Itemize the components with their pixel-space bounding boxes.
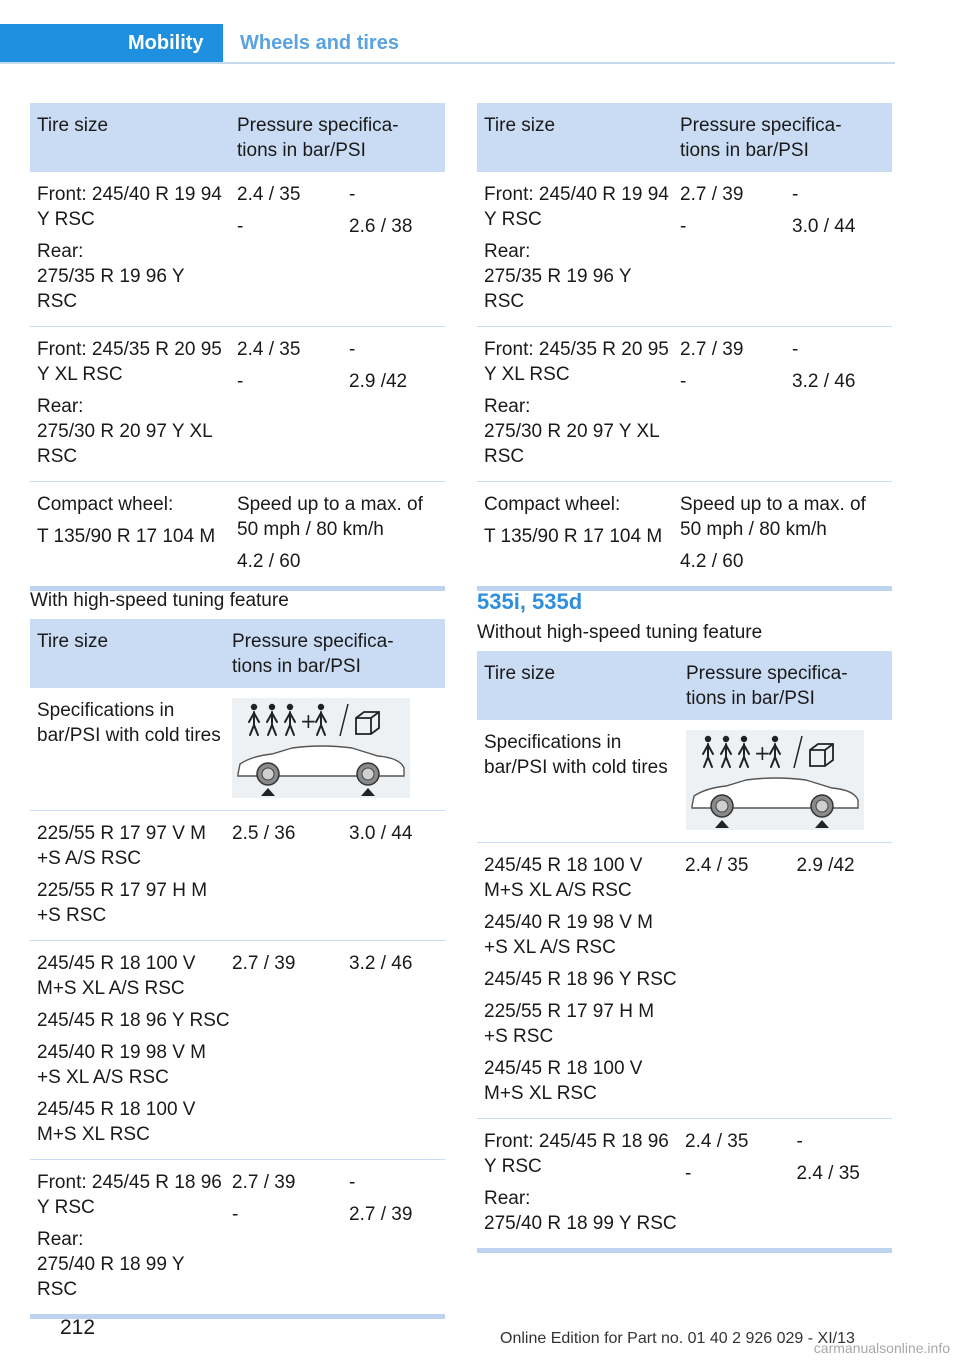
person-icon — [285, 704, 295, 735]
luggage-icon — [810, 744, 833, 766]
pressure-value: 2.4 / 35 — [796, 1163, 860, 1184]
person-icon — [249, 704, 259, 735]
tire-front: Front: 245/40 R 19 94 Y RSC — [484, 184, 669, 230]
pressure-value: 2.7 / 39 — [680, 184, 744, 205]
person-icon — [739, 736, 749, 767]
pressure-value: 2.7 / 39 — [680, 339, 744, 360]
pressure-value: 2.4 / 35 — [237, 184, 301, 205]
pressure-value: - — [349, 339, 356, 360]
pressure-value: 2.4 / 35 — [685, 855, 749, 876]
arrow-up-icon — [361, 788, 375, 796]
pressure-table-left-top — [30, 103, 445, 591]
person-icon — [267, 704, 277, 735]
table-header — [30, 619, 445, 687]
pressure-value: 4.2 / 60 — [237, 551, 301, 572]
table-row — [477, 719, 892, 842]
pressure-value: - — [792, 339, 799, 360]
tire-size: 245/45 R 18 96 Y RSC — [37, 1010, 230, 1031]
tire-size: 245/45 R 18 100 V M+S XL A/S RSC — [37, 953, 196, 999]
watermark: carmanualsonline.info — [813, 1340, 950, 1356]
tire-size: 225/55 R 17 97 H M +S RSC — [484, 1001, 655, 1047]
table-row — [30, 810, 445, 940]
arrow-up-icon — [815, 820, 829, 828]
table-row — [477, 171, 892, 326]
table-row — [30, 481, 445, 586]
pressure-value: 2.6 / 38 — [349, 216, 413, 237]
tire-rear: Rear: 275/35 R 19 96 Y RSC — [484, 241, 632, 312]
wheel-icon — [357, 763, 379, 785]
wheel-icon — [811, 795, 833, 817]
pressure-value: 2.9 /42 — [349, 371, 408, 392]
tire-size: 245/45 R 18 100 V M+S XL RSC — [484, 1058, 643, 1104]
tire-size: 245/40 R 19 98 V M +S XL A/S RSC — [37, 1042, 206, 1088]
table-row — [477, 481, 892, 586]
person-icon — [703, 736, 713, 767]
table-header — [30, 103, 445, 171]
pressure-value: 3.2 / 46 — [792, 371, 856, 392]
table-row — [477, 326, 892, 481]
slash-divider — [340, 704, 348, 736]
table-header — [477, 103, 892, 171]
edition-note: Online Edition for Part no. 01 40 2 926 029 - XI/13 — [500, 1330, 855, 1347]
header-pressure: Pressure specifica- tions in bar/PSI — [237, 115, 399, 161]
table-row — [30, 940, 445, 1159]
table-row — [30, 171, 445, 326]
tire-size: 245/45 R 18 100 V M+S XL A/S RSC — [484, 855, 643, 901]
page-number: 212 — [60, 1316, 96, 1339]
plus-icon: + — [754, 741, 771, 765]
tire-rear: Rear: 275/30 R 20 97 Y XL RSC — [37, 396, 213, 467]
left-bottom-block — [30, 588, 445, 1319]
tire-front: Front: 245/35 R 20 95 Y XL RSC — [484, 339, 669, 385]
pressure-value: - — [349, 184, 356, 205]
tire-front: Front: 245/45 R 18 96 Y RSC — [484, 1131, 669, 1177]
table-row — [30, 1159, 445, 1314]
pressure-value: - — [237, 216, 244, 237]
tire-rear: Rear: 275/40 R 18 99 Y RSC — [484, 1188, 677, 1234]
header-pressure: Pressure specifica- tions in bar/PSI — [686, 663, 848, 709]
header-tire-size: Tire size — [484, 115, 556, 136]
load-diagram — [232, 698, 410, 798]
pressure-value: - — [685, 1163, 692, 1184]
right-column — [477, 103, 892, 591]
pressure-value: 3.0 / 44 — [349, 823, 413, 844]
plus-icon: + — [300, 709, 317, 733]
tire-size: 245/45 R 18 96 Y RSC — [484, 969, 677, 990]
tire-rear: Rear: 275/40 R 18 99 Y RSC — [37, 1229, 185, 1300]
table-row — [30, 687, 445, 810]
table-row — [477, 1118, 892, 1248]
wheel-icon — [257, 763, 279, 785]
page-header — [0, 24, 895, 64]
pressure-value: - — [796, 1131, 803, 1152]
tire-size: 245/45 R 18 100 V M+S XL RSC — [37, 1099, 196, 1145]
pressure-value: 2.4 / 35 — [237, 339, 301, 360]
slash-divider — [794, 736, 802, 768]
table-row — [30, 326, 445, 481]
spec-cold-label: Specifications in bar/PSI with cold tires — [484, 732, 668, 778]
tire-label: Compact wheel: — [37, 494, 174, 515]
tire-size: 225/55 R 17 97 V M +S A/S RSC — [37, 823, 206, 869]
tire-label: Compact wheel: — [484, 494, 621, 515]
pressure-value: 2.7 / 39 — [232, 1172, 296, 1193]
luggage-icon — [356, 712, 379, 734]
pressure-table-right-top — [477, 103, 892, 591]
tire-rear: Rear: 275/30 R 20 97 Y XL RSC — [484, 396, 660, 467]
pressure-value: - — [680, 371, 687, 392]
left-column — [30, 103, 445, 591]
person-icon — [316, 704, 326, 735]
section-label: With high-speed tuning feature — [30, 590, 289, 611]
tire-front: Front: 245/45 R 18 96 Y RSC — [37, 1172, 222, 1218]
tire-size: 225/55 R 17 97 H M +S RSC — [37, 880, 208, 926]
tire-front: Front: 245/40 R 19 94 Y RSC — [37, 184, 222, 230]
pressure-value: - — [232, 1204, 239, 1225]
model-heading: 535i, 535d — [477, 589, 583, 614]
header-tire-size: Tire size — [37, 115, 109, 136]
pressure-value: 2.7 / 39 — [349, 1204, 413, 1225]
table-row — [477, 842, 892, 1118]
speed-note: Speed up to a max. of 50 mph / 80 km/h — [237, 494, 423, 540]
section-tab-mobility[interactable]: Mobility — [0, 24, 223, 62]
spec-cold-label: Specifications in bar/PSI with cold tires — [37, 700, 221, 746]
pressure-value: 3.0 / 44 — [792, 216, 856, 237]
person-icon — [770, 736, 780, 767]
pressure-value: 2.5 / 36 — [232, 823, 296, 844]
tire-size: 245/40 R 19 98 V M +S XL A/S RSC — [484, 912, 653, 958]
pressure-value: - — [792, 184, 799, 205]
header-tire-size: Tire size — [37, 631, 109, 652]
header-pressure: Pressure specifica- tions in bar/PSI — [232, 631, 394, 677]
section-tab-wheels-and-tires[interactable]: Wheels and tires — [240, 32, 399, 54]
pressure-value: 2.7 / 39 — [232, 953, 296, 974]
pressure-value: 2.4 / 35 — [685, 1131, 749, 1152]
pressure-value: 3.2 / 46 — [349, 953, 413, 974]
tire-size: T 135/90 R 17 104 M — [484, 526, 663, 547]
wheel-icon — [711, 795, 733, 817]
right-bottom-block — [477, 588, 892, 1253]
pressure-table-right-bottom — [477, 651, 892, 1253]
tire-rear: Rear: 275/35 R 19 96 Y RSC — [37, 241, 185, 312]
header-tire-size: Tire size — [484, 663, 556, 684]
person-icon — [721, 736, 731, 767]
pressure-value: 4.2 / 60 — [680, 551, 744, 572]
table-header — [477, 651, 892, 719]
arrow-up-icon — [261, 788, 275, 796]
pressure-table-left-bottom — [30, 619, 445, 1319]
speed-note: Speed up to a max. of 50 mph / 80 km/h — [680, 494, 866, 540]
pressure-value: - — [680, 216, 687, 237]
tire-front: Front: 245/35 R 20 95 Y XL RSC — [37, 339, 222, 385]
arrow-up-icon — [715, 820, 729, 828]
pressure-value: 2.9 /42 — [796, 855, 855, 876]
section-label: Without high-speed tuning feature — [477, 622, 763, 643]
header-pressure: Pressure specifica- tions in bar/PSI — [680, 115, 842, 161]
pressure-value: - — [349, 1172, 356, 1193]
pressure-value: - — [237, 371, 244, 392]
tire-size: T 135/90 R 17 104 M — [37, 526, 216, 547]
load-diagram — [686, 730, 864, 830]
